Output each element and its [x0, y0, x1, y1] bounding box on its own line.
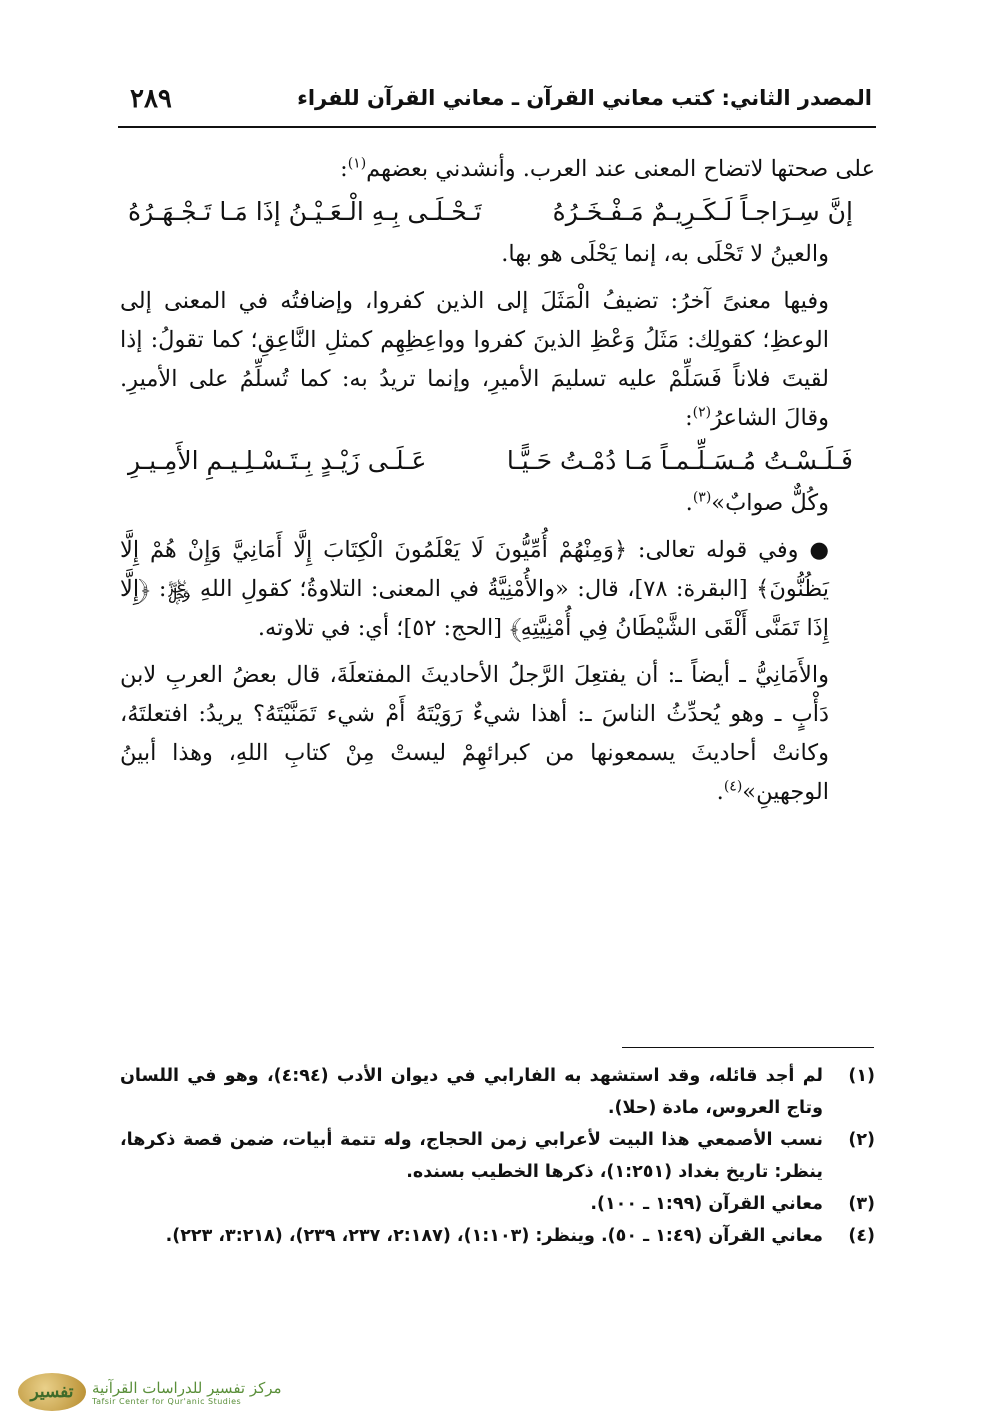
verse-2-first-hemistich: فَـلَـسْـتُ مُـسَـلِّـمـاً مَـا دُمْـتُ حَـيًّـا	[506, 446, 853, 475]
footnote-3	[120, 1188, 875, 1220]
footnote-separator	[622, 1047, 874, 1048]
paragraph-intro: على صحتها لاتضاح المعنى عند العرب. وأنشدني بعضهم$^{(١)}$:	[340, 155, 875, 182]
footnote-number: (٤)	[848, 1226, 875, 1246]
paragraph-amani: والأَمَانِيُّ ـ أيضاً ـ: أن يفتعِلَ الرَّجلُ الأحاديثَ المفتعلَةَ، قال بعضُ العربِ لابن دَأْبٍ ـ وهو يُحدِّثُ الناسَ ـ: أهذا شيءٌ رَوَيْتَهُ أَمْ شيء تَمَنَّيْتَهُ؟ يريدُ: افتعلتَهُ، وكانتْ أحاديثَ يسمعونها من كبرائهِمْ ليستْ مِنْ كتابِ اللهِ، وهذا أبينُ الوجهينِ»$^{(٤)}$.	[120, 662, 829, 805]
footnote-text: معاني القرآن (١:٩٩ ـ ١٠٠).	[590, 1194, 823, 1214]
footnote-ref-4[interactable]: (٤)	[723, 778, 743, 795]
verse-2-second-hemistich: عَـلَـى زَيْـدٍ بِـتَـسْـلِـيـمِ الأَمِـيـرِ	[128, 446, 427, 475]
page-number: ٢٨٩	[130, 84, 172, 114]
footnote-1	[120, 1060, 875, 1124]
page-header	[118, 82, 876, 128]
footnote-text: نسب الأصمعي هذا البيت لأعرابي زمن الحجاج، وله تتمة أبيات، ضمن قصة ذكرها، ينظر: تاريخ بغداد (١:٢٥١)، ذكرها الخطيب بسنده.	[120, 1130, 823, 1182]
paragraph-quran-verse: ● وفي قوله تعالى: ﴿وَمِنْهُمْ أُمِّيُّونَ لَا يَعْلَمُونَ الْكِتَابَ إِلَّا أَمَانِيَّ وَإِنْ هُمْ إِلَّا يَظُنُّونَ﴾ [البقرة: ٧٨]، قال: «والأُمْنِيَّةُ في المعنى: التلاوةُ؛ كقولِ اللهِ ﷿: ﴿إِلَّا إِذَا تَمَنَّى أَلْقَى الشَّيْطَانُ فِي أُمْنِيَّتِهِ﴾ [الحج: ٥٢]؛ أي: في تلاوته.	[120, 537, 829, 641]
verse-1-first-hemistich: إنَّ سِـرَاجـاً لَـكَـرِيـمٌ مَـفْـخَـرُهُ	[552, 197, 853, 226]
footnote-4	[120, 1220, 875, 1252]
paragraph-conclusion: وكُلٌّ صوابٌ»$^{(٣)}$.	[685, 489, 829, 516]
tafsir-center-logo	[18, 1372, 283, 1412]
footnote-number: (١)	[848, 1066, 875, 1086]
footnote-number: (٣)	[848, 1194, 875, 1214]
footnote-text: معاني القرآن (١:٤٩ ـ ٥٠). وينظر: (١:١٠٣)، (٢:١٨٧، ٢٣٧، ٢٣٩)، (٣:٢١٨، ٢٢٣).	[165, 1226, 823, 1246]
footnote-ref-2[interactable]: (٢)	[692, 404, 712, 421]
poem-verse-2	[120, 438, 875, 484]
footnote-number: (٢)	[848, 1130, 875, 1150]
paragraph-explanation: والعينُ لا تَحْلَى به، إنما يَحْلَى هو بها.	[501, 241, 829, 267]
verse-1-second-hemistich: تَـحْـلَـى بِـهِ الْـعَـيْـنُ إذَا مَـا تَـجْـهَـرُهُ	[128, 197, 482, 226]
footnote-text: لم أجد قائله، وقد استشهد به الفارابي في ديوان الأدب (٤:٩٤)، وهو في اللسان وتاج العروس، مادة (حلا).	[120, 1066, 823, 1118]
logo-english-text: Tafsir Center for Qur'anic Studies	[92, 1396, 242, 1406]
footnote-ref-3[interactable]: (٣)	[692, 489, 712, 506]
footnote-2	[120, 1124, 875, 1188]
logo-wordmark	[92, 1379, 282, 1406]
poem-verse-1	[120, 189, 875, 235]
logo-arabic-text: مركز تفسير للدراسات القرآنية	[92, 1378, 282, 1397]
running-title: المصدر الثاني: كتب معاني القرآن ـ معاني القرآن للفراء	[297, 86, 872, 110]
paragraph-another-meaning: وفيها معنىً آخرُ: تضيفُ الْمَثَلَ إلى الذين كفروا، وإضافتُه في المعنى إلى الوعظِ؛ كقولِك: مَثَلُ وَعْظِ الذينَ كفروا وواعِظِهِم كمثلِ النَّاعِقِ؛ كما تقولُ: إذا لقيتَ فلاناً فَسَلِّمْ عليه تسليمَ الأميرِ، وإنما تريدُ به: كما تُسلِّمُ على الأميرِ. وقالَ الشاعرُ$^{(٢)}$:	[120, 288, 829, 431]
footnote-ref-1[interactable]: (١)	[347, 155, 367, 172]
footnotes	[120, 1060, 875, 1252]
main-text	[120, 150, 875, 812]
globe-logo-icon: تفسير	[18, 1373, 86, 1411]
